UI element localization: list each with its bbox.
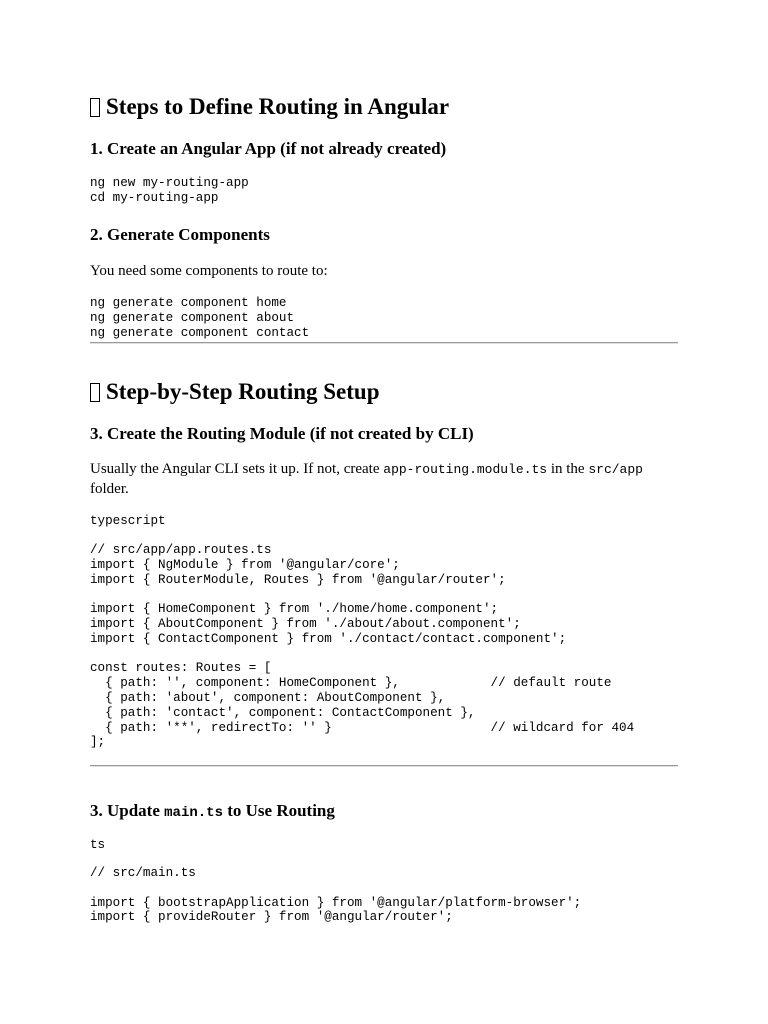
code-block-create-app: ng new my-routing-app cd my-routing-app bbox=[90, 176, 249, 205]
paragraph-text: Usually the Angular CLI sets it up. If not, create bbox=[90, 461, 384, 477]
inline-code-folder-name: src/app bbox=[588, 462, 643, 477]
section-title-routing-setup bbox=[90, 378, 380, 406]
step-heading-update-main bbox=[90, 800, 335, 824]
code-block-generate-components: ng generate component home ng generate component about ng generate component contact bbox=[90, 296, 310, 340]
code-block-routes: // src/app/app.routes.ts import { NgModule } from '@angular/core'; import { RouterModule, Routes } from '@angular/router'; import { HomeComponent } from './home/home.component'; import { AboutComponent } from './about/about.component'; import { ContactComponent } from './contact/contact.component'; const routes: Routes = [ { path: '', component: HomeComponent }, // default route { path: 'about', component: AboutComponent }, { path: 'contact', component: ContactComponent }, { path: '**', redirectTo: '' } // wildcard for 404 ]; bbox=[90, 543, 635, 750]
missing-glyph-icon bbox=[90, 98, 100, 117]
section-title-text: Steps to Define Routing in Angular bbox=[106, 94, 450, 119]
horizontal-divider bbox=[90, 765, 678, 767]
code-language-label: typescript bbox=[90, 514, 166, 528]
step-heading-routing-module: 3. Create the Routing Module (if not created by CLI) bbox=[90, 424, 474, 443]
step-heading-generate-components: 2. Generate Components bbox=[90, 225, 270, 244]
inline-code-main-ts: main.ts bbox=[164, 805, 223, 821]
section-title-define-routing bbox=[90, 93, 449, 121]
code-language-label: ts bbox=[90, 838, 106, 852]
inline-code-file-name: app-routing.module.ts bbox=[383, 462, 548, 477]
code-block-main-ts: // src/main.ts import { bootstrapApplication } from '@angular/platform-browser'; import { provideRouter } from '@angular/router'; bbox=[90, 866, 582, 925]
paragraph-cli-setup bbox=[90, 460, 678, 499]
paragraph-need-components: You need some components to route to: bbox=[90, 263, 328, 279]
paragraph-text: in the bbox=[547, 461, 589, 477]
heading-text: 3. Update bbox=[90, 801, 165, 820]
horizontal-divider bbox=[90, 342, 678, 344]
section-title-text: Step-by-Step Routing Setup bbox=[106, 379, 380, 404]
step-heading-create-app: 1. Create an Angular App (if not already created) bbox=[90, 139, 447, 158]
paragraph-text: folder. bbox=[90, 480, 129, 497]
missing-glyph-icon bbox=[90, 383, 100, 402]
heading-text: to Use Routing bbox=[222, 801, 335, 820]
